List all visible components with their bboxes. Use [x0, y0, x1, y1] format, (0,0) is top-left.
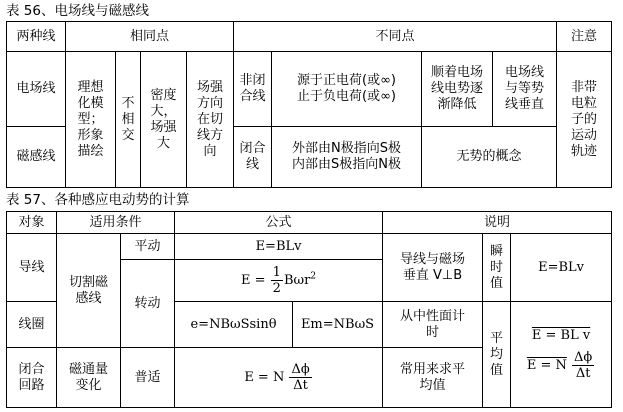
- t57-circuit-condition: 磁通量 变化: [57, 348, 121, 408]
- t56-header-note: 注意: [557, 22, 612, 52]
- t57-coil-object: 线圈: [7, 302, 57, 348]
- rotate-fraction-den: 2: [272, 281, 281, 296]
- avg-formula-2: [513, 350, 609, 381]
- circuit-fraction-den: Δt: [293, 378, 308, 393]
- table56-caption: 表 56、电场线与磁感线: [6, 3, 149, 19]
- t57-rotate: 转动: [121, 260, 175, 348]
- t57-coil-formula-left: e=NBωSsinθ: [175, 302, 293, 348]
- avg-formula-2-prefix: E = N: [526, 358, 567, 373]
- t57-coil-note: 从中性面计 时: [383, 302, 483, 348]
- t57-header-formula: 公式: [175, 212, 383, 234]
- t57-instant: 瞬 时 值: [483, 234, 511, 302]
- t56-model: 理想 化模 型； 形象 描绘: [66, 52, 116, 188]
- rotate-fraction: [271, 265, 283, 296]
- t56-header-kind: 两种线: [7, 22, 66, 52]
- t56-magnetic-potential: 无势的概念: [422, 127, 557, 188]
- circuit-fraction-num: Δϕ: [291, 362, 310, 377]
- t57-instant-formula: E=BLv: [511, 234, 612, 302]
- t57-wire-object: 导线: [7, 234, 57, 302]
- rotate-formula-suffix: Bωr: [283, 273, 311, 288]
- t57-translate-formula: E=BLv: [175, 234, 383, 260]
- table56: [6, 21, 612, 188]
- circuit-formula-prefix: E = N: [244, 370, 285, 385]
- t57-translate: 平动: [121, 234, 175, 260]
- rotate-fraction-num: 1: [272, 265, 281, 280]
- t56-electric-closure: 非闭 合线: [234, 52, 272, 127]
- t56-density: 密度 大， 场强 大: [141, 52, 187, 188]
- table57: [6, 211, 612, 408]
- t56-direction: 场强 方向 在切 线方 向: [187, 52, 234, 188]
- t57-wire-note: 导线与磁场 垂直 V⊥B: [383, 234, 483, 302]
- t57-cut-condition: 切割磁 感线: [57, 234, 121, 348]
- avg-fraction: [572, 350, 594, 381]
- t56-magnetic-closure: 闭合 线: [234, 127, 272, 188]
- t57-rotate-formula: [175, 260, 383, 302]
- t57-coil-formula-right: Em=NBωS: [293, 302, 383, 348]
- t57-average: 平 均 值: [483, 302, 511, 408]
- t56-magnetic-direction: 外部由N极指向S极 内部由S极指向N极: [272, 127, 422, 188]
- t57-header-explain: 说明: [383, 212, 612, 234]
- t56-header-diff: 不同点: [234, 22, 557, 52]
- avg-fraction-den: Δt: [575, 366, 591, 381]
- t56-equipotential: 电场线 与等势 线垂直: [493, 52, 557, 127]
- t56-electric-start-end: 源于正电荷(或∞) 止于负电荷(或∞): [272, 52, 422, 127]
- t56-magnetic-name: 磁感线: [7, 127, 66, 188]
- t57-circuit-object: 闭合 回路: [7, 348, 57, 408]
- t56-note: 非带 电粒 子的 运动 轨迹: [557, 52, 612, 188]
- t57-general: 普适: [121, 348, 175, 408]
- t56-not-intersect: 不 相 交: [116, 52, 141, 188]
- table57-caption: 表 57、各种感应电动势的计算: [6, 192, 190, 208]
- t57-circuit-note: 常用来求平 均值: [383, 348, 483, 408]
- t56-electric-potential: 顺着电场 线电势逐 渐降低: [422, 52, 493, 127]
- t57-circuit-formula: [175, 348, 383, 408]
- t57-header-object: 对象: [7, 212, 57, 234]
- t57-average-formulas: [511, 302, 612, 408]
- t57-header-condition: 适用条件: [57, 212, 175, 234]
- avg-fraction-num: Δϕ: [574, 350, 593, 365]
- rotate-formula-sup: 2: [310, 271, 317, 282]
- circuit-fraction: [289, 362, 311, 393]
- t56-electric-name: 电场线: [7, 52, 66, 127]
- t56-header-same: 相同点: [66, 22, 234, 52]
- rotate-formula-prefix: E =: [241, 273, 266, 288]
- avg-formula-1: E = BL v: [531, 328, 591, 343]
